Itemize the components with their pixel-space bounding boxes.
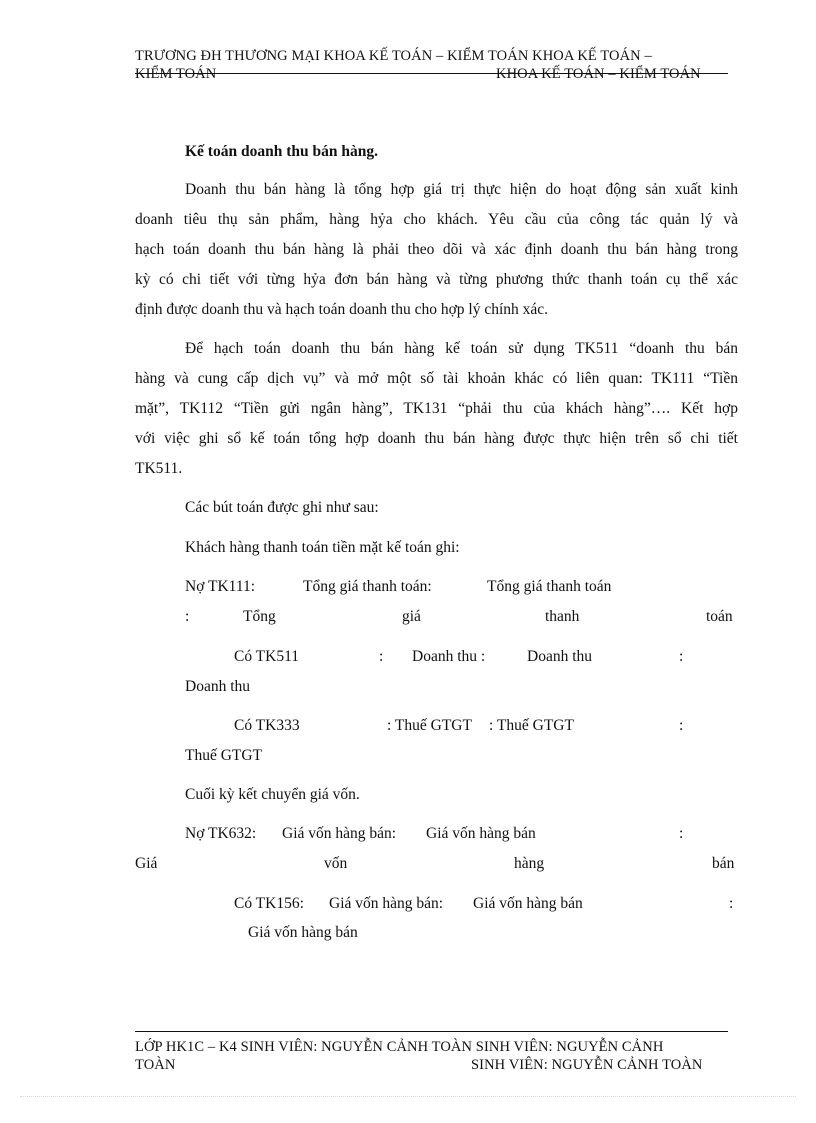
- entry-amount: Giá vốn hàng bán: [426, 825, 536, 842]
- entry-account: Có TK156:: [234, 895, 304, 912]
- entry-amount: Giá vốn hàng bán: [473, 895, 583, 912]
- footer-line-2-left: TOÀN: [135, 1057, 176, 1073]
- entry-account: Có TK511: [234, 648, 300, 665]
- entry-colon: :: [729, 895, 734, 912]
- entry-wrap: Tổng: [243, 608, 276, 625]
- entry-amount: Giá vốn hàng bán:: [329, 895, 444, 912]
- entry-colon: :: [679, 648, 684, 665]
- header-line-2-left: KIỂM TOÁN: [135, 66, 217, 82]
- footer-line-1: LỚP HK1C – K4 SINH VIÊN: NGUYỄN CẢNH TOÀN SINH VIÊN: NGUYỄN CẢNH: [135, 1039, 664, 1055]
- entry-amount: Doanh thu :: [412, 648, 486, 665]
- paragraph-line: hạch toán doanh thu bán hàng là phải theo dõi và xác định doanh thu bán hàng trong: [135, 241, 738, 258]
- entry-wrap: toán: [706, 608, 733, 625]
- entry-wrap: thanh: [545, 608, 580, 625]
- entry-colon: :: [379, 648, 384, 665]
- entry-account: Có TK333: [234, 717, 300, 734]
- entry-wrap: Doanh thu: [185, 678, 251, 695]
- paragraph-line: mặt”, TK112 “Tiền gửi ngân hàng”, TK131 “phải thu của khách hàng”…. Kết hợp: [135, 400, 738, 417]
- paragraph-line: kỳ có chi tiết với từng hỷa đơn bán hàng và từng phương thức thanh toán cụ thể xác: [135, 271, 738, 288]
- cash-intro: Khách hàng thanh toán tiền mặt kế toán ghi:: [185, 539, 460, 556]
- entry-amount: Tổng giá thanh toán: [487, 578, 612, 595]
- entry-amount: Doanh thu: [527, 648, 593, 665]
- header-line-1: TRƯƠNG ĐH THƯƠNG MẠI KHOA KẾ TOÁN – KIỂM TOÁN KHOA KẾ TOÁN –: [135, 48, 652, 64]
- entry-wrap: vốn: [324, 855, 348, 872]
- entry-amount: Giá vốn hàng bán:: [282, 825, 397, 842]
- paragraph-line: TK511.: [135, 460, 183, 477]
- entry-colon: :: [679, 825, 684, 842]
- paragraph-line: Doanh thu bán hàng là tổng hợp giá trị thực hiện do hoạt động sản xuất kinh: [185, 181, 738, 198]
- entry-wrap: hàng: [514, 855, 545, 872]
- entry-wrap: bán: [712, 855, 735, 872]
- section-heading: Kế toán doanh thu bán hàng.: [185, 143, 378, 160]
- paragraph-line: doanh tiêu thụ sản phẩm, hàng hỷa cho khách. Yêu cầu của công tác quản lý và: [135, 211, 738, 228]
- entry-wrap: Giá: [135, 855, 158, 872]
- entry-amount: : Thuế GTGT: [387, 717, 472, 734]
- header-rule: [135, 73, 728, 74]
- entry-wrap: Giá vốn hàng bán: [248, 924, 358, 941]
- footer-line-2-right: SINH VIÊN: NGUYỄN CẢNH TOÀN: [471, 1057, 703, 1073]
- paragraph-line: Để hạch toán doanh thu bán hàng kế toán sử dụng TK511 “doanh thu bán: [185, 340, 738, 357]
- paragraph-line: hàng và cung cấp dịch vụ” và mở một số tài khoản khác có liên quan: TK111 “Tiền: [135, 370, 738, 387]
- entry-wrap: :: [185, 608, 190, 625]
- entry-account: Nợ TK111:: [185, 578, 256, 595]
- page-edge-divider: [20, 1096, 796, 1097]
- paragraph-line: với việc ghi sổ kế toán tổng hợp doanh thu bán hàng được thực hiện trên sổ chi tiết: [135, 430, 738, 447]
- entry-amount: : Thuế GTGT: [489, 717, 574, 734]
- entry-wrap: giá: [402, 608, 421, 625]
- paragraph-line: định được doanh thu và hạch toán doanh thu cho hợp lý chính xác.: [135, 301, 549, 318]
- entry-wrap: Thuế GTGT: [185, 747, 263, 764]
- entry-colon: :: [679, 717, 684, 734]
- entry-account: Nợ TK632:: [185, 825, 257, 842]
- footer-rule: [135, 1031, 728, 1032]
- entry-amount: Tổng giá thanh toán:: [303, 578, 432, 595]
- entries-intro: Các bút toán được ghi như sau:: [185, 499, 379, 516]
- header-line-2-right: KHOA KẾ TOÁN – KIỂM TOÁN: [496, 66, 701, 82]
- period-end-note: Cuối kỳ kết chuyển giá vốn.: [185, 786, 360, 803]
